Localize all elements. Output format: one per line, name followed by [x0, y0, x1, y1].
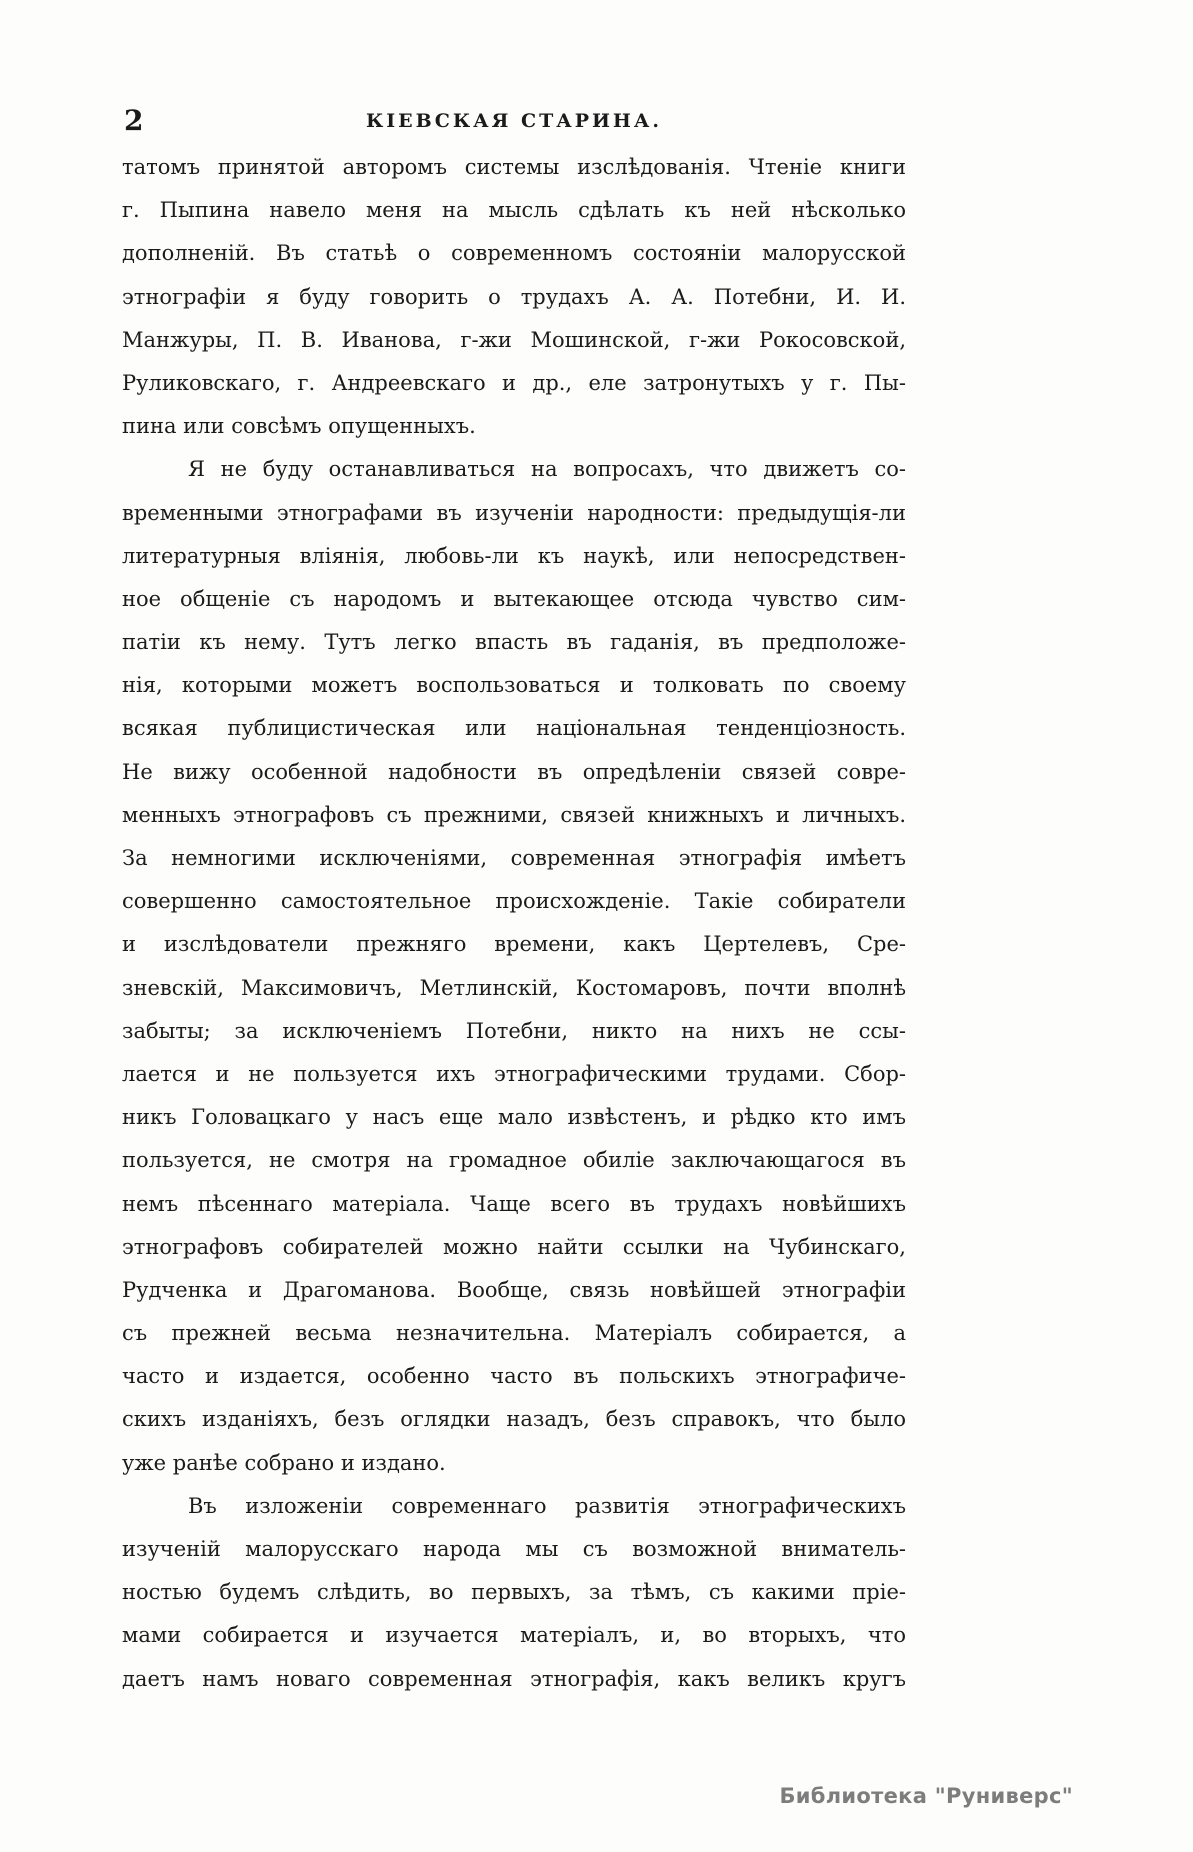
text-line: пина или совсѣмъ опущенныхъ.: [122, 414, 476, 439]
text-line: Не вижу особенной надобности въ опредѣленіи связей совре-: [122, 759, 906, 784]
journal-title-header: КІЕВСКАЯ СТАРИНА.: [366, 110, 662, 132]
text-line: часто и издается, особенно часто въ польскихъ этнографиче-: [122, 1364, 906, 1389]
text-line: съ прежней весьма незначительна. Матеріалъ собирается, а: [122, 1321, 906, 1346]
text-line: этнографіи я буду говорить о трудахъ А. А. Потебни, И. И.: [122, 284, 906, 309]
text-line: и изслѣдователи прежняго времени, какъ Цертелевъ, Сре-: [122, 932, 906, 957]
text-line: этнографовъ собирателей можно найти ссылки на Чубинскаго,: [122, 1234, 906, 1259]
text-block: [122, 146, 906, 1701]
text-line: ное общеніе съ народомъ и вытекающее отсюда чувство сим-: [122, 586, 906, 611]
text-line: Руликовскаго, г. Андреевскаго и др., еле затронутыхъ у г. Пы-: [122, 370, 906, 395]
text-line: изученій малорусскаго народа мы съ возможной вниматель-: [122, 1537, 906, 1561]
text-line: За немногими исключеніями, современная этнографія имѣетъ: [122, 846, 906, 870]
text-line: зневскій, Максимовичъ, Метлинскій, Костомаровъ, почти вполнѣ: [122, 975, 906, 1000]
text-line: дополненій. Въ статьѣ о современномъ состояніи малорусской: [122, 241, 906, 266]
text-line: скихъ изданіяхъ, безъ оглядки назадъ, безъ справокъ, что было: [122, 1407, 906, 1432]
text-line: нія, которыми можетъ воспользоваться и толковать по своему: [122, 673, 906, 698]
text-line: никъ Головацкаго у насъ еще мало извѣстенъ, и рѣдко кто имъ: [122, 1105, 906, 1130]
text-line: немъ пѣсеннаго матеріала. Чаще всего въ трудахъ новѣйшихъ: [122, 1191, 906, 1216]
text-line: Рудченка и Драгоманова. Вообще, связь новѣйшей этнографіи: [122, 1277, 906, 1302]
text-line: лается и не пользуется ихъ этнографическими трудами. Сбор-: [122, 1061, 906, 1086]
text-line: даетъ намъ новаго современная этнографія, какъ великъ кругъ: [122, 1666, 906, 1691]
text-line: мами собирается и изучается матеріалъ, и, во вторыхъ, что: [122, 1623, 906, 1648]
text-line: Въ изложеніи современнаго развитія этнографическихъ: [188, 1493, 906, 1518]
text-line: татомъ принятой авторомъ системы изслѣдованія. Чтеніе книги: [122, 155, 906, 179]
page-header: [122, 104, 906, 140]
text-line: г. Пыпина навело меня на мысль сдѣлать къ ней нѣсколько: [122, 198, 906, 223]
text-line: совершенно самостоятельное происхожденіе. Такіе собиратели: [122, 889, 906, 914]
text-line: Манжуры, П. В. Иванова, г-жи Мошинской, г-жи Рокосовской,: [122, 327, 906, 352]
text-line: временными этнографами въ изученіи народности: предыдущія-ли: [122, 500, 906, 525]
text-line: ностью будемъ слѣдить, во первыхъ, за тѣмъ, съ какими пріе-: [122, 1580, 906, 1605]
library-watermark: Библиотека "Руниверс": [779, 1784, 1073, 1808]
text-line: литературныя вліянія, любовь-ли къ наукѣ, или непосредствен-: [122, 543, 906, 568]
text-line: уже ранѣе собрано и издано.: [122, 1450, 446, 1475]
text-line: менныхъ этнографовъ съ прежними, связей книжныхъ и личныхъ.: [122, 802, 906, 827]
text-line: всякая публицистическая или національная тенденціозность.: [122, 716, 906, 741]
text-line: Я не буду останавливаться на вопросахъ, что движетъ со-: [188, 457, 906, 482]
text-line: забыты; за исключеніемъ Потебни, никто на нихъ не ссы-: [122, 1018, 906, 1043]
text-line: пользуется, не смотря на громадное обиліе заключающагося въ: [122, 1148, 906, 1173]
text-line: патіи къ нему. Тутъ легко впасть въ гаданія, въ предположе-: [122, 630, 906, 655]
page-number: 2: [124, 104, 144, 137]
